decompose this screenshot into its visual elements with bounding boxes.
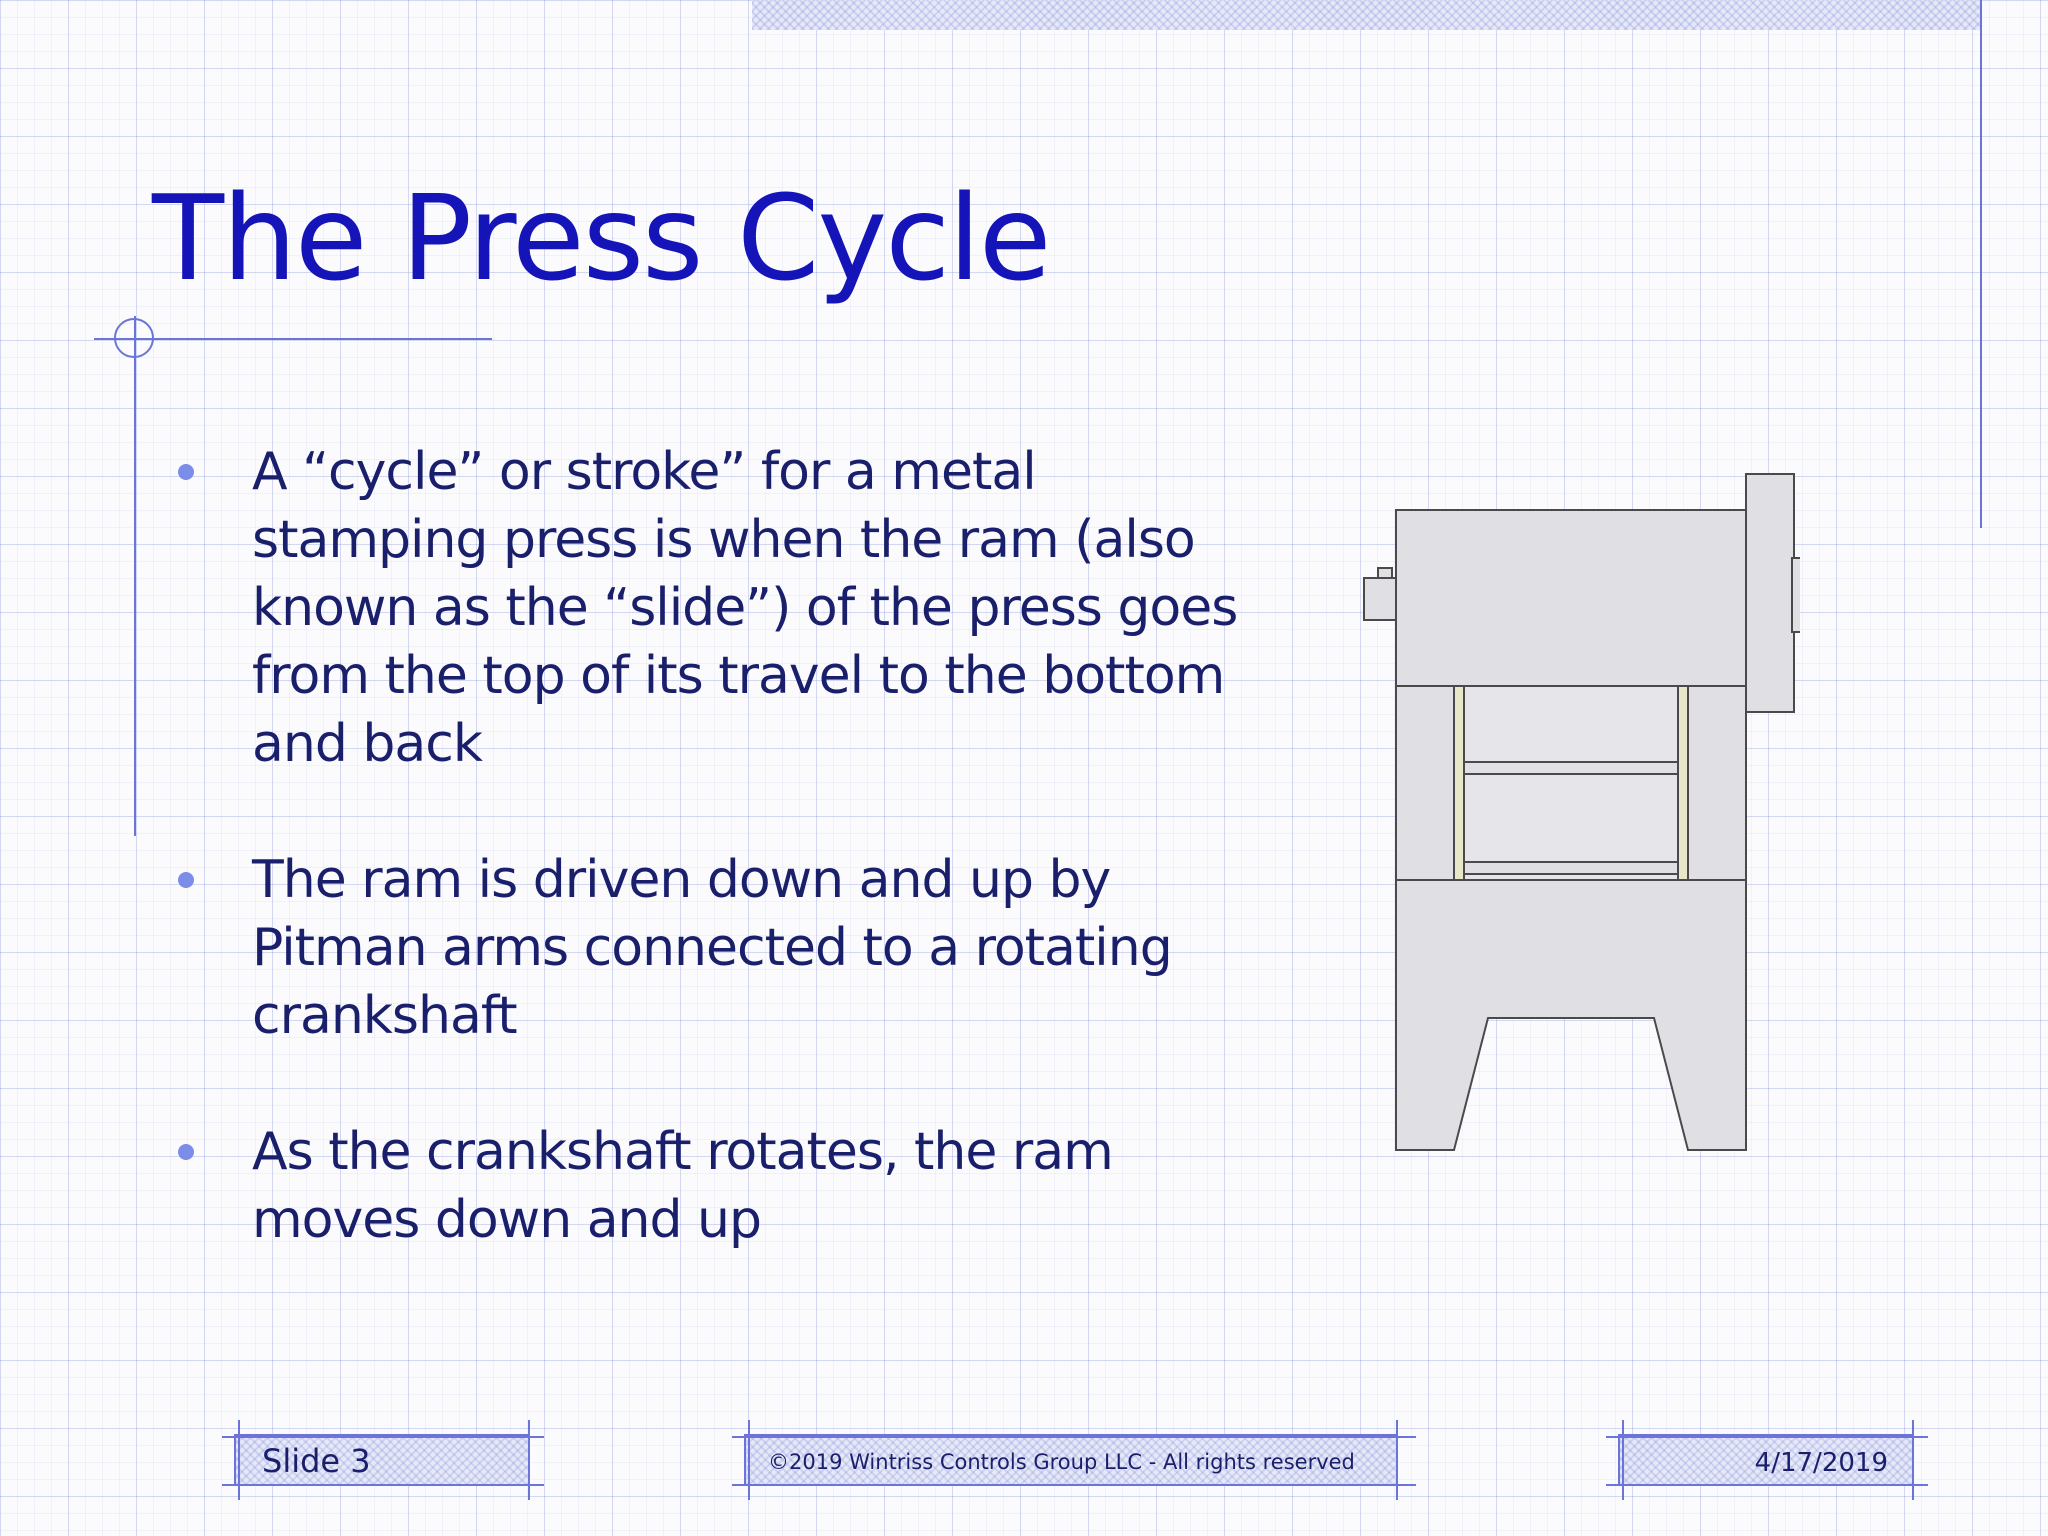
copyright-notice: ©2019 Wintriss Controls Group LLC - All rights reserved xyxy=(768,1450,1355,1474)
press-right-gib xyxy=(1678,686,1688,882)
bullet-item xyxy=(160,1118,1280,1254)
slide-title: The Press Cycle xyxy=(152,169,1050,307)
bullet-text: The ram is driven down and up by Pitman arms connected to a rotating crankshaft xyxy=(252,850,1172,1046)
press-bolster-plate xyxy=(1464,862,1678,874)
round-bullet-icon xyxy=(178,872,194,888)
press-left-gib xyxy=(1454,686,1464,882)
stamping-press-drawing xyxy=(1360,470,1800,1160)
press-left-motor xyxy=(1364,578,1398,620)
press-crown xyxy=(1396,510,1746,686)
left-vertical-rule xyxy=(134,316,136,836)
bullet-item xyxy=(160,846,1280,1050)
bullet-text: A “cycle” or stroke” for a metal stamping press is when the ram (also known as the “slide”) of the press goes from the top of its travel to the bottom and back xyxy=(252,442,1238,774)
footer-date-box xyxy=(1606,1420,1928,1500)
footer-slide-number-box xyxy=(222,1420,544,1500)
corner-crosshair-circle xyxy=(114,318,154,358)
press-flywheel-housing xyxy=(1746,474,1794,712)
slide-number: Slide 3 xyxy=(262,1442,371,1480)
press-ram xyxy=(1464,762,1678,774)
round-bullet-icon xyxy=(178,464,194,480)
top-decorative-band xyxy=(752,0,1982,30)
bullet-text: As the crankshaft rotates, the ram moves down and up xyxy=(252,1122,1113,1250)
right-vertical-rule xyxy=(1980,0,1982,528)
press-left-motor-cap xyxy=(1378,568,1392,578)
slide-date: 4/17/2019 xyxy=(1754,1448,1888,1478)
bullet-list xyxy=(160,438,1280,1322)
press-window xyxy=(1458,686,1684,882)
bullet-item xyxy=(160,438,1280,778)
press-bed xyxy=(1396,880,1746,1150)
round-bullet-icon xyxy=(178,1144,194,1160)
press-flywheel-hub xyxy=(1792,558,1800,632)
footer-copyright-box xyxy=(732,1420,1416,1500)
